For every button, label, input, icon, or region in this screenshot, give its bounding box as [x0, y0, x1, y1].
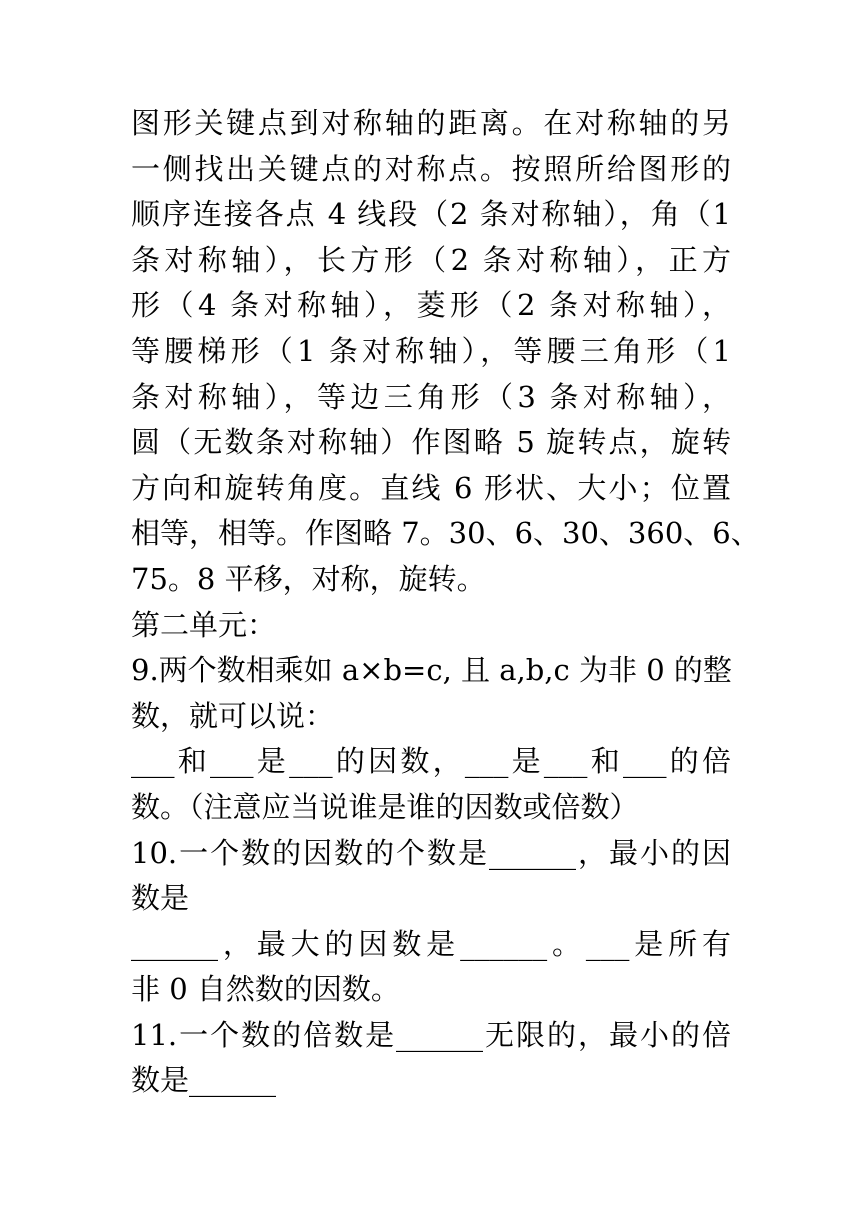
text-line: 形（4 条对称轴），菱形（2 条对称轴），	[131, 288, 731, 323]
text-line: 条对称轴），等边三角形（3 条对称轴），	[131, 379, 731, 414]
document-body	[131, 101, 760, 1104]
question-9-line: 数，就可以说：	[131, 698, 335, 733]
text-line: 相等，相等。作图略 7。30、6、30、360、6、	[131, 516, 760, 551]
text-line: 顺序连接各点 4 线段（2 条对称轴），角（1	[131, 197, 731, 232]
question-9-line: 9.两个数相乘如 a×b=c, 且 a,b,c 为非 0 的整	[131, 653, 732, 688]
question-11-line: 数是______	[131, 1063, 277, 1098]
text-line: 圆（无数条对称轴）作图略 5 旋转点，旋转	[131, 425, 731, 460]
text-line: 方向和旋转角度。直线 6 形状、大小；位置	[131, 470, 731, 505]
question-9-line: ___和___是___的因数，___是___和___的倍	[131, 744, 731, 779]
question-10-line: 非 0 自然数的因数。	[131, 972, 400, 1007]
question-10-line: ______，最大的因数是______。___是所有	[131, 926, 731, 961]
text-line: 一侧找出关键点的对称点。按照所给图形的	[131, 151, 731, 186]
question-11-line: 11.一个数的倍数是______无限的，最小的倍	[131, 1017, 731, 1052]
text-line: 75。8 平移，对称，旋转。	[131, 561, 486, 596]
question-10-line: 数是	[131, 881, 190, 916]
text-line: 图形关键点到对称轴的距离。在对称轴的另	[131, 106, 731, 140]
section-heading: 第二单元：	[131, 607, 277, 642]
text-line: 条对称轴），长方形（2 条对称轴），正方	[131, 242, 731, 277]
text-line: 等腰梯形（1 条对称轴），等腰三角形（1	[131, 333, 731, 368]
question-10-line: 10.一个数的因数的个数是______，最小的因	[131, 835, 731, 870]
question-9-line: 数。（注意应当说谁是谁的因数或倍数）	[131, 789, 639, 824]
